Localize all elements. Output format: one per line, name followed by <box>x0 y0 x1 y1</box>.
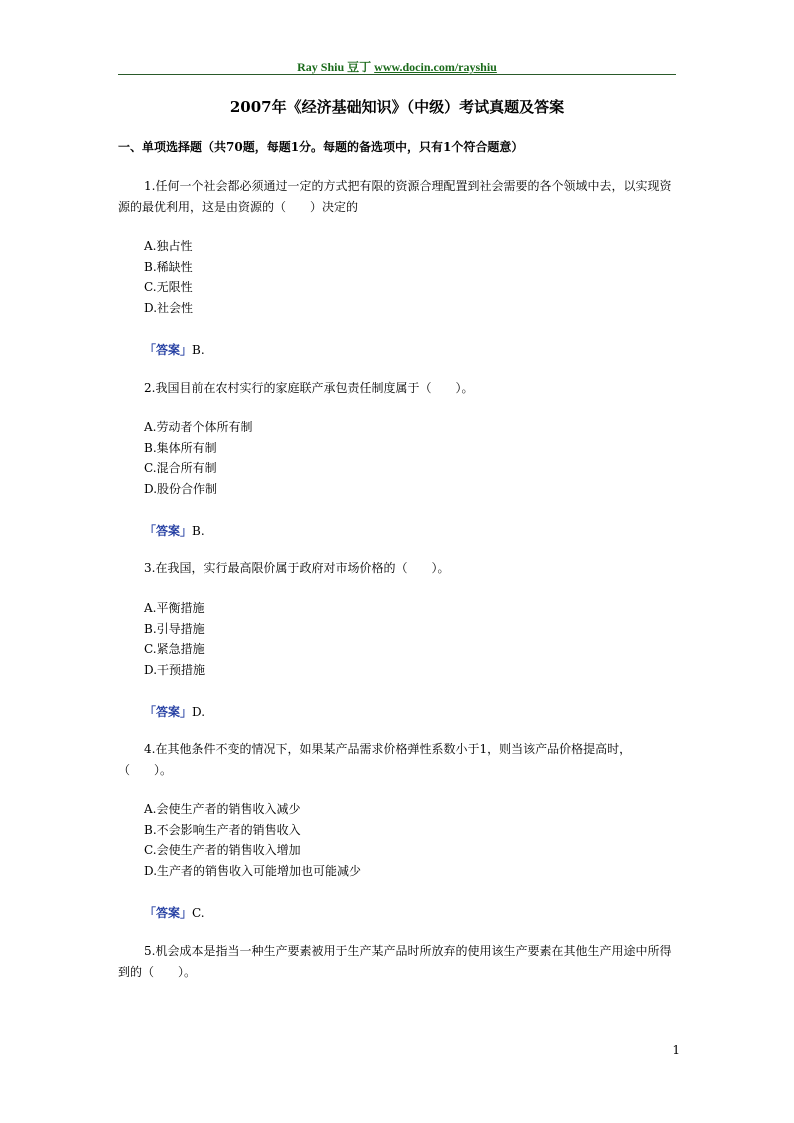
option: D.生产者的销售收入可能增加也可能减少 <box>144 863 362 878</box>
answer-1 <box>144 341 205 358</box>
answer-tag: 「答案」 <box>144 524 193 538</box>
option: D.股份合作制 <box>144 481 218 496</box>
header-author: Ray Shiu <box>297 60 345 74</box>
page-number: 1 <box>672 1043 680 1057</box>
question-3-options <box>144 598 205 680</box>
answer-value: B. <box>192 524 205 538</box>
answer-value: B. <box>192 343 205 357</box>
option: A.独占性 <box>144 239 193 253</box>
option: C.混合所有制 <box>144 461 217 475</box>
answer-3 <box>144 703 205 720</box>
question-2: 2.我国目前在农村实行的家庭联产承包责任制度属于（ ）。 <box>144 381 474 395</box>
option: A.会使生产者的销售收入减少 <box>144 802 301 816</box>
question-3: 3.在我国，实行最高限价属于政府对市场价格的（ ）。 <box>144 561 450 575</box>
option: D.社会性 <box>144 300 194 315</box>
question-4: 4.在其他条件不变的情况下，如果某产品需求价格弹性系数小于1，则当该产品价格提高时，（ ）。 <box>118 742 632 777</box>
section-heading: 一、单项选择题（共70题，每题1分。每题的备选项中，只有1个符合题意） <box>118 140 524 154</box>
option: D.干预措施 <box>144 662 206 677</box>
answer-value: D. <box>192 705 206 719</box>
document-title: 2007年《经济基础知识》（中级）考试真题及答案 <box>229 98 565 116</box>
option: B.稀缺性 <box>144 259 193 274</box>
question-4-options <box>144 799 361 881</box>
answer-value: C. <box>192 906 205 920</box>
option: C.会使生产者的销售收入增加 <box>144 843 301 857</box>
option: A.劳动者个体所有制 <box>144 420 253 434</box>
question-5: 5.机会成本是指当一种生产要素被用于生产某产品时所放弃的使用该生产要素在其他生产用途中所得到的（ ）。 <box>118 944 672 979</box>
question-1: 1.任何一个社会都必须通过一定的方式把有限的资源合理配置到社会需要的各个领域中去，以实现资源的最优利用，这是由资源的（ ）决定的 <box>118 179 672 214</box>
option: C.紧急措施 <box>144 642 205 656</box>
option: B.引导措施 <box>144 621 205 636</box>
question-1-options <box>144 236 193 318</box>
option: B.不会影响生产者的销售收入 <box>144 822 301 837</box>
header-rule <box>118 74 676 75</box>
answer-tag: 「答案」 <box>144 705 193 719</box>
answer-tag: 「答案」 <box>144 906 193 920</box>
answer-2 <box>144 522 205 539</box>
answer-4 <box>144 904 205 921</box>
header-site-link[interactable]: www.docin.com/rayshiu <box>374 60 497 74</box>
option: C.无限性 <box>144 280 193 294</box>
question-2-options <box>144 417 252 499</box>
option: B.集体所有制 <box>144 440 217 455</box>
header-brand: 豆丁 <box>347 60 372 74</box>
option: A.平衡措施 <box>144 601 205 615</box>
answer-tag: 「答案」 <box>144 343 193 357</box>
page-header <box>118 58 676 75</box>
